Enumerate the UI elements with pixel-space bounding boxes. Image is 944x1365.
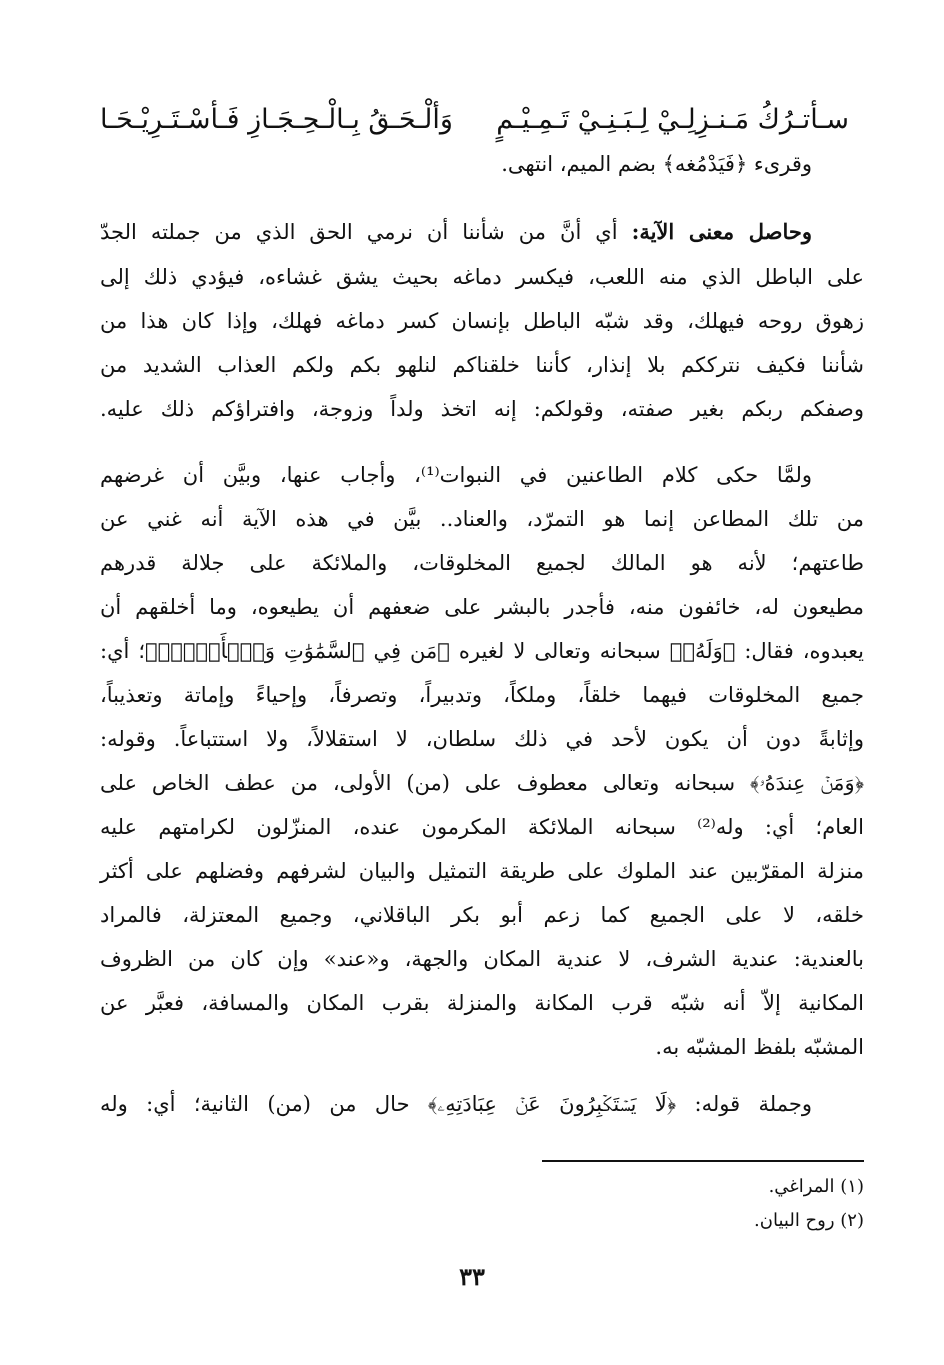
- text-line: من تلك المطاعن إنما هو التمرّد، والعناد.. بيَّن في هذه الآية أنه غني عن: [100, 507, 864, 531]
- poetry-verse: [100, 96, 849, 142]
- text-line: شأننا فكيف نترككم بلا إنذار، كأننا خلقناكم لنلهو بكم ولكم العذاب الشديد من: [100, 353, 864, 377]
- text-line: بالعندية: عندية الشرف، لا عندية المكان والجهة، و«عند» وإن كان من الظروف: [100, 947, 864, 971]
- text-line: طاعتهم؛ لأنه هو المالك لجميع المخلوقات، والملائكة على جلالة قدرهم: [100, 551, 864, 575]
- footnote-2: (٢) روح البيان.: [754, 1210, 864, 1231]
- text-line: مطيعون له، خائفون منه، فأجدر بالبشر على ضعفهم أن يطيعوه، وما أخلقهم أن: [100, 595, 864, 619]
- text-line: وإثابةً دون أن يكون لأحد في ذلك سلطان، لا استقلالاً، ولا استتباعاً. وقوله:: [100, 727, 864, 751]
- text-line: ﴿وَمَنۡ عِندَهُۥ﴾ سبحانه وتعالى معطوف على (من) الأولى، من عطف الخاص على: [100, 771, 864, 795]
- text-line: على الباطل الذي منه اللعب، فيكسر دماغه بحيث يشق غشاءه، فيؤدي ذلك إلى: [100, 265, 864, 289]
- text-line: جميع المخلوقات فيهما خلقاً، وملكاً، وتدبيراً، وتصرفاً، وإحياءً وإماتة وتعذيباً،: [100, 683, 864, 707]
- text-line: العام؛ أي: وله⁽²⁾ سبحانه الملائكة المكرمون عنده، المنزّلون لكرامتهم عليه: [100, 815, 864, 839]
- text-line: وجملة قوله: ﴿لَا يَسۡتَكۡبِرُونَ عَنۡ عِبَادَتِهِۦ﴾ حال من (من) الثانية؛ أي: وله: [100, 1092, 812, 1116]
- verse-left-hemistich: وَألْـحَـقُ بِـالْـحِـجَـازِ فَـأسْـتَـرِيْـحَـا: [100, 103, 453, 135]
- text-line: ولمَّا حكى كلام الطاعنين في النبوات⁽¹⁾، وأجاب عنها، وبيَّن أن غرضهم: [100, 463, 812, 487]
- text-line: وصفكم ربكم بغير صفته، وقولكم: إنه اتخذ ولداً وزوجة، وافتراؤكم ذلك عليه.: [100, 397, 864, 421]
- footnote-divider: [542, 1160, 864, 1162]
- text-line: منزلة المقرّبين عند الملوك على طريقة التمثيل والبيان لشرفهم وفضلهم على أكثر: [100, 859, 864, 883]
- footnote-1: (١) المراغي.: [768, 1176, 864, 1197]
- page-number: ٣٣: [459, 1262, 485, 1291]
- text-line: زهوق روحه فيهلك، وقد شبّه الباطل بإنسان كسر دماغه فهلك، وإذا كان هذا من: [100, 309, 864, 333]
- text-line: وقرىء ﴿فَيَدْمُغه﴾ بضم الميم، انتهى.: [501, 152, 812, 176]
- verse-right-hemistich: سـأتـرُكُ مَـنـزِلِـيْ لِـبَـنِـيْ تَـمِـيْـمٍ: [496, 103, 849, 135]
- text-line-with-lead: وحاصل معنى الآية: أي أنَّ من شأننا أن نرمي الحق الذي من جملته الجدّ: [100, 219, 813, 244]
- paragraph-lead: وحاصل معنى الآية:: [631, 219, 813, 244]
- text-line: خلقه، لا على الجميع كما زعم أبو بكر الباقلاني، وجميع المعتزلة، فالمراد: [100, 903, 864, 927]
- text-line: المكانية إلاّ أنه شبّه قرب المكانة والمنزلة بقرب المكان والمسافة، فعبَّر عن: [100, 991, 864, 1015]
- text-line: يعبدوه، فقال: ﴿وَلَهُۥ﴾ سبحانه وتعالى لا لغيره ﴿مَن فِي ٱلسَّمَٰوَٰتِ وَٱلۡأَرۡضِۚ﴾؛ أي:: [100, 639, 864, 663]
- text-line: المشبّه بلفظ المشبّه به.: [655, 1035, 864, 1059]
